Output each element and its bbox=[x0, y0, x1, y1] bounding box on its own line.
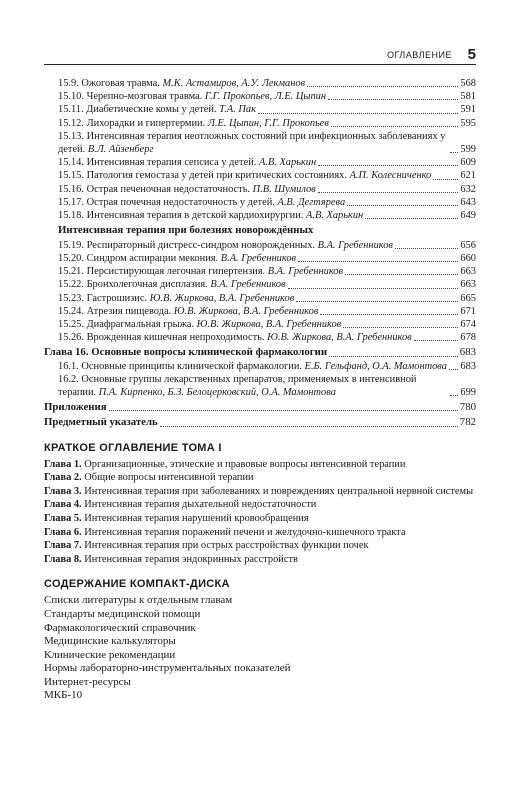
volume1-item bbox=[44, 512, 476, 526]
leader-dots bbox=[343, 327, 458, 328]
chapter-16-title: Глава 16. Основные вопросы клинической фармакологии bbox=[44, 346, 328, 359]
toc-entry[interactable] bbox=[44, 252, 476, 265]
leader-dots bbox=[450, 152, 458, 153]
toc-entry-title: Острая почечная недостаточность у детей. bbox=[86, 196, 275, 208]
cd-item: Медицинские калькуляторы bbox=[44, 635, 176, 648]
toc-entry-author: Т.А. Пак bbox=[219, 104, 256, 116]
toc-entry-text bbox=[58, 318, 341, 331]
toc-entry-title: Диафрагмальная грыжа. bbox=[86, 318, 195, 330]
leader-dots bbox=[329, 356, 458, 357]
leader-dots bbox=[449, 369, 458, 370]
toc-entry-text bbox=[58, 331, 412, 344]
toc-entry-author: В.Л. Айзенберг bbox=[87, 144, 154, 156]
toc-section-16 bbox=[44, 360, 476, 400]
toc-entry[interactable] bbox=[44, 373, 476, 399]
toc-entry-title: Врожденная кишечная непроходимость. bbox=[86, 332, 265, 344]
toc-entry-title: Лихорадки и гипертермии. bbox=[86, 117, 206, 129]
toc-entry-text bbox=[58, 278, 286, 291]
appendix-title: Приложения bbox=[44, 401, 107, 414]
toc-entry-title: Персистирующая легочная гипертензия. bbox=[86, 266, 266, 278]
toc-entry-author: А.В. Харькин bbox=[258, 157, 317, 169]
toc-entry-text bbox=[58, 373, 448, 399]
toc-entry-title: Атрезия пищевода. bbox=[86, 305, 172, 317]
toc-entry[interactable] bbox=[44, 318, 476, 331]
leader-dots bbox=[414, 340, 459, 341]
leader-dots bbox=[433, 179, 458, 180]
toc-entry-author: Ю.В. Жиркова, В.А. Гребенников bbox=[267, 332, 412, 344]
toc-entry-author: М.К. Астамиров, А.У. Лекманов bbox=[162, 78, 306, 89]
volume1-item-label: Глава 1. bbox=[44, 458, 82, 470]
toc-entry-number: 15.15. bbox=[58, 170, 84, 182]
toc-entry-number: 15.14. bbox=[58, 157, 84, 169]
cd-item: Клинические рекомендации bbox=[44, 648, 176, 661]
volume1-item-text: Интенсивная терапия при острых расстройствах функции почек bbox=[84, 540, 369, 552]
cd-item: Нормы лабораторно-инструментальных показателей bbox=[44, 662, 291, 675]
toc-entry[interactable] bbox=[44, 265, 476, 278]
leader-dots bbox=[395, 248, 458, 249]
toc-section-newborn bbox=[44, 239, 476, 345]
volume1-title: КРАТКОЕ ОГЛАВЛЕНИЕ ТОМА I bbox=[44, 441, 222, 454]
volume1-item bbox=[44, 498, 476, 512]
toc-entry[interactable] bbox=[44, 331, 476, 344]
cd-list bbox=[44, 594, 476, 703]
leader-dots bbox=[298, 261, 458, 262]
volume1-item bbox=[44, 553, 476, 567]
toc-entry-title: Черепно-мозговая травма. bbox=[86, 91, 203, 103]
leader-dots bbox=[109, 410, 458, 411]
toc-entry[interactable] bbox=[44, 77, 476, 90]
toc-entry-title: Интенсивная терапия в детской кардиохирургии. bbox=[86, 210, 304, 222]
page-number: 5 bbox=[467, 46, 476, 63]
toc-entry[interactable] bbox=[44, 239, 476, 252]
leader-dots bbox=[345, 274, 458, 275]
toc-entry-text bbox=[58, 292, 294, 305]
toc-entry[interactable] bbox=[44, 130, 476, 156]
toc-entry-text bbox=[58, 183, 316, 196]
toc-entry[interactable] bbox=[44, 169, 476, 182]
index-page: 782 bbox=[459, 416, 476, 429]
toc-entry-title: Основные принципы клинической фармакологии. bbox=[81, 360, 302, 372]
toc-entry-text bbox=[58, 209, 363, 222]
leader-dots bbox=[318, 165, 458, 166]
toc-entry[interactable] bbox=[44, 360, 476, 373]
volume1-item-label: Глава 7. bbox=[44, 540, 82, 552]
leader-dots bbox=[318, 192, 459, 193]
toc-entry-title: Гастрошизис. bbox=[86, 292, 148, 304]
toc-entry-title: Интенсивная терапия неотложных состояний при инфекционных заболеваниях у детей. bbox=[58, 130, 446, 156]
toc-entry-page: 581 bbox=[460, 91, 476, 103]
volume1-item-label: Глава 2. bbox=[44, 472, 82, 484]
volume1-item-text: Интенсивная терапия поражений печени и желудочно-кишечного тракта bbox=[84, 526, 406, 538]
toc-entry-text bbox=[58, 90, 326, 103]
toc-entry-number: 15.21. bbox=[58, 266, 84, 278]
cd-item: Списки литературы к отдельным главам bbox=[44, 594, 233, 607]
toc-entry[interactable] bbox=[44, 209, 476, 222]
leader-dots bbox=[331, 126, 458, 127]
chapter-16-entry[interactable] bbox=[44, 346, 476, 359]
toc-entry-number: 16.1. bbox=[58, 360, 79, 372]
toc-entry-number: 15.13. bbox=[58, 130, 84, 142]
toc-entry-page: 660 bbox=[460, 252, 476, 264]
toc-entry-page: 699 bbox=[460, 386, 476, 398]
toc-entry-page: 665 bbox=[460, 292, 476, 304]
toc-entry-page: 599 bbox=[460, 144, 476, 156]
toc-entry[interactable] bbox=[44, 156, 476, 169]
appendix-entry[interactable] bbox=[44, 401, 476, 414]
newborn-section-heading: Интенсивная терапия при болезнях новорождённых bbox=[58, 224, 314, 237]
toc-entry-number: 16.2. bbox=[58, 373, 79, 385]
toc-entry-page: 609 bbox=[460, 157, 476, 169]
toc-entry-title: Диабетические комы у детей. bbox=[86, 104, 217, 116]
leader-dots bbox=[258, 113, 458, 114]
volume1-item-text: Интенсивная терапия дыхательной недостаточности bbox=[84, 499, 317, 511]
toc-entry-author: Ю.В. Жиркова, В.А. Гребенников bbox=[196, 318, 342, 330]
toc-entry-number: 15.18. bbox=[58, 210, 84, 222]
toc-entry-page: 632 bbox=[460, 183, 476, 195]
toc-entry-author: А.В. Дегтярева bbox=[277, 196, 346, 208]
volume1-item-label: Глава 4. bbox=[44, 499, 82, 511]
toc-entry-author: П.А. Кирпенко, Б.З. Белоцерковский, О.А. Мамонтова bbox=[98, 386, 336, 398]
toc-entry-page: 591 bbox=[460, 104, 476, 116]
running-head bbox=[44, 40, 476, 65]
toc-entry-page: 683 bbox=[460, 360, 476, 372]
appendix-page: 780 bbox=[459, 401, 476, 414]
toc-entry-author: П.В. Шумилов bbox=[252, 183, 316, 195]
toc-entry-page: 595 bbox=[460, 117, 476, 129]
toc-entry-number: 15.19. bbox=[58, 239, 84, 251]
toc-entry-text bbox=[58, 117, 329, 130]
leader-dots bbox=[328, 99, 458, 100]
volume1-item bbox=[44, 458, 476, 472]
volume1-item-label: Глава 8. bbox=[44, 553, 82, 565]
toc-entry-author: Ю.В. Жиркова, В.А. Гребенников bbox=[149, 292, 295, 304]
toc-entry-title: Основные группы лекарственных препаратов, применяемых в интенсивной терапии. bbox=[58, 373, 417, 398]
toc-entry-number: 15.16. bbox=[58, 183, 84, 195]
leader-dots bbox=[320, 314, 458, 315]
volume1-item-text: Интенсивная терапия при заболеваниях и повреждениях центральной нервной системы bbox=[84, 485, 474, 497]
toc-entry-text bbox=[58, 305, 318, 318]
running-head-label: ОГЛАВЛЕНИЕ bbox=[386, 50, 452, 60]
toc-entry[interactable] bbox=[44, 117, 476, 130]
toc-entry-title: Острая печеночная недостаточность. bbox=[86, 183, 251, 195]
toc-entry-author: А.П. Колесниченко bbox=[349, 170, 432, 182]
cd-item: Фармакологический справочник bbox=[44, 621, 196, 634]
toc-entry-text bbox=[58, 360, 447, 373]
volume1-item-label: Глава 5. bbox=[44, 512, 82, 524]
leader-dots bbox=[307, 86, 458, 87]
volume1-item bbox=[44, 539, 476, 553]
toc-entry-number: 15.20. bbox=[58, 252, 84, 264]
toc-entry-number: 15.10. bbox=[58, 91, 84, 103]
volume1-item-text: Общие вопросы интенсивной терапии bbox=[84, 472, 254, 484]
toc-entry-page: 674 bbox=[460, 318, 476, 330]
cd-item: МКБ-10 bbox=[44, 689, 83, 702]
leader-dots bbox=[296, 301, 458, 302]
toc-entry-page: 663 bbox=[460, 279, 476, 291]
toc-entry-page: 568 bbox=[460, 78, 476, 89]
volume1-item-label: Глава 6. bbox=[44, 526, 82, 538]
toc-entry-author: В.А. Гребенников bbox=[267, 266, 344, 278]
table-of-contents bbox=[44, 77, 476, 430]
cd-item: Интернет-ресурсы bbox=[44, 675, 131, 688]
toc-entry-text bbox=[58, 77, 305, 90]
toc-entry-number: 15.9. bbox=[58, 78, 79, 89]
toc-entry-title: Бронхолегочная дисплазия. bbox=[86, 279, 208, 291]
leader-dots bbox=[365, 218, 458, 219]
toc-entry-text bbox=[58, 169, 431, 182]
toc-entry-text bbox=[58, 252, 296, 265]
toc-entry-text bbox=[58, 265, 343, 278]
toc-entry-author: Е.Б. Гельфанд, О.А. Мамонтова bbox=[304, 360, 447, 372]
toc-entry[interactable] bbox=[44, 90, 476, 103]
page bbox=[44, 40, 476, 703]
toc-entry-text bbox=[58, 239, 393, 252]
toc-entry-author: Ю.В. Жиркова, В.А. Гребенников bbox=[173, 305, 319, 317]
toc-entry-number: 15.26. bbox=[58, 332, 84, 344]
volume1-item bbox=[44, 526, 476, 540]
toc-entry-author: А.В. Харькин bbox=[306, 210, 364, 222]
toc-entry-text bbox=[58, 156, 316, 169]
toc-entry-author: Г.Г. Прокопьев, Л.Е. Цыпин bbox=[204, 91, 327, 103]
toc-entry-page: 649 bbox=[460, 210, 476, 222]
toc-entry-title: Респираторный дистресс-синдром новорожденных. bbox=[86, 239, 316, 251]
volume1-item bbox=[44, 471, 476, 485]
toc-entry-page: 621 bbox=[460, 170, 476, 182]
toc-entry-number: 15.17. bbox=[58, 196, 84, 208]
toc-entry-text bbox=[58, 130, 448, 156]
toc-entry[interactable] bbox=[44, 278, 476, 291]
toc-entry-text bbox=[58, 103, 256, 116]
leader-dots bbox=[347, 205, 458, 206]
toc-entry-number: 15.12. bbox=[58, 117, 84, 129]
toc-entry-page: 671 bbox=[460, 305, 476, 317]
toc-entry-author: Л.Е. Цыпин, Г.Г. Прокопьев bbox=[207, 117, 329, 129]
toc-entry-title: Интенсивная терапия сепсиса у детей. bbox=[86, 157, 257, 169]
toc-entry-number: 15.25. bbox=[58, 318, 84, 330]
toc-section-15 bbox=[44, 77, 476, 222]
toc-entry-title: Синдром аспирации мекония. bbox=[86, 252, 219, 264]
cd-item: Стандарты медицинской помощи bbox=[44, 607, 201, 620]
toc-entry-author: В.А. Гребенников bbox=[220, 252, 297, 264]
toc-entry-author: В.А. Гребенников bbox=[210, 279, 286, 291]
volume1-item-label: Глава 3. bbox=[44, 485, 82, 497]
leader-dots bbox=[450, 395, 458, 396]
toc-entry-number: 15.11. bbox=[58, 104, 84, 116]
toc-entry-title: Ожоговая травма. bbox=[81, 78, 160, 89]
volume1-item bbox=[44, 485, 476, 499]
volume1-item-text: Интенсивная терапия эндокринных расстройств bbox=[84, 553, 298, 565]
toc-entry-author: В.А. Гребенников bbox=[317, 239, 393, 251]
toc-entry[interactable] bbox=[44, 183, 476, 196]
toc-entry[interactable] bbox=[44, 292, 476, 305]
leader-dots bbox=[288, 288, 459, 289]
toc-entry-page: 678 bbox=[460, 332, 476, 344]
toc-entry-page: 656 bbox=[460, 239, 476, 251]
index-entry[interactable] bbox=[44, 416, 476, 429]
toc-entry-title: Патология гемостаза у детей при критических состояниях. bbox=[86, 170, 347, 182]
chapter-16-page: 683 bbox=[459, 346, 476, 359]
volume1-list bbox=[44, 458, 476, 567]
toc-entry[interactable] bbox=[44, 305, 476, 318]
toc-entry-page: 643 bbox=[460, 196, 476, 208]
leader-dots bbox=[160, 426, 458, 427]
toc-entry-number: 15.23. bbox=[58, 292, 84, 304]
volume1-item-text: Организационные, этические и правовые вопросы интенсивной терапии bbox=[84, 458, 406, 470]
toc-entry-page: 663 bbox=[460, 266, 476, 278]
toc-entry-number: 15.24. bbox=[58, 305, 84, 317]
toc-entry-number: 15.22. bbox=[58, 279, 84, 291]
toc-entry-text bbox=[58, 196, 345, 209]
cd-title: СОДЕРЖАНИЕ КОМПАКТ-ДИСКА bbox=[44, 578, 230, 591]
index-title: Предметный указатель bbox=[44, 416, 158, 429]
toc-entry[interactable] bbox=[44, 196, 476, 209]
toc-entry[interactable] bbox=[44, 103, 476, 116]
volume1-item-text: Интенсивная терапия нарушений кровообращения bbox=[84, 512, 309, 524]
